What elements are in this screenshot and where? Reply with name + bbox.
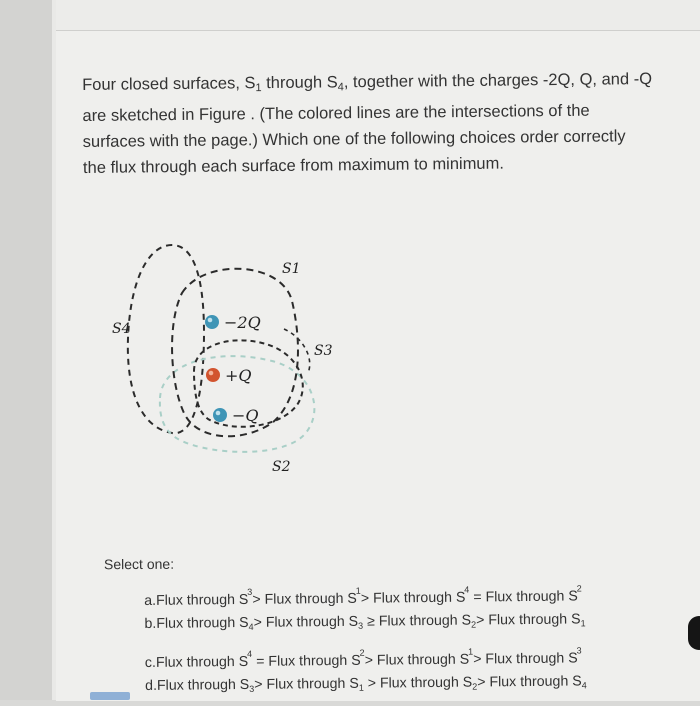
surface-index: 4 — [247, 648, 253, 659]
charge-negq-sphere — [213, 408, 227, 422]
choice-text: > Flux through S — [477, 673, 582, 691]
surface-index: 1 — [580, 618, 586, 629]
surface-index: 3 — [249, 683, 255, 694]
question-line-2: are sketched in Figure . (The colored lines are the intersections of the — [82, 101, 590, 125]
question-line-4: the flux through each surface from maximum to minimum. — [82, 154, 504, 177]
choice-text: a.Flux through S — [144, 591, 249, 609]
choice-text: > Flux through S — [254, 675, 359, 693]
question-line-1: Four closed surfaces, $S_1$ through $S_4$, together with the charges -2Q, Q, and -Q — [82, 70, 653, 95]
surface-index: 2 — [576, 583, 582, 594]
label-s1: S1 — [282, 261, 301, 277]
choice-text: c.Flux through S — [144, 653, 249, 671]
choice-text: b.Flux through S — [144, 614, 249, 632]
surface-index: 2 — [471, 619, 477, 630]
question-line-3: surfaces with the page.) Which one of the following choices order correctly — [82, 127, 626, 151]
answer-choices — [144, 572, 685, 702]
choice-text: = Flux through S — [252, 652, 361, 670]
surface-index: 1 — [355, 585, 361, 596]
charge-posq-sphere — [206, 368, 220, 382]
surface-index: 4 — [248, 621, 254, 632]
question-text — [82, 66, 683, 181]
choice-text: ≥ Flux through S — [363, 612, 472, 630]
choice-text: > Flux through S — [473, 650, 578, 668]
surface-index: 3 — [576, 645, 582, 656]
figure-svg — [112, 233, 342, 478]
surfaces-figure — [112, 233, 342, 478]
surface-index: 2 — [472, 681, 478, 692]
choice-text: > Flux through S — [252, 590, 357, 608]
choice-text: > Flux through S — [363, 674, 473, 692]
label-posq: +Q — [225, 366, 252, 385]
surface-index: 3 — [358, 620, 364, 631]
surface-s4-outline — [128, 245, 204, 433]
choice-d[interactable] — [145, 665, 685, 702]
surface-index: 4 — [464, 584, 470, 595]
choice-text: > Flux through S — [475, 611, 581, 629]
select-one-label: Select one: — [103, 555, 175, 573]
choice-text: d.Flux through S — [145, 676, 250, 694]
choice-text: > Flux through S — [360, 589, 466, 607]
choice-text: > Flux through S — [253, 613, 359, 631]
label-s3: S3 — [314, 343, 333, 359]
label-negq: −Q — [232, 406, 259, 425]
surface-index: 4 — [581, 680, 587, 691]
surface-index: 1 — [468, 646, 474, 657]
surface-index: 2 — [359, 647, 365, 658]
surface-index: 3 — [247, 586, 253, 597]
label-s4: S4 — [112, 321, 131, 337]
left-sidebar-strip — [0, 0, 52, 700]
label-neg2q: −2Q — [224, 313, 261, 332]
choice-text: = Flux through S — [469, 588, 578, 606]
surface-index: 1 — [358, 682, 364, 693]
label-s2: S2 — [272, 459, 291, 475]
choice-text: > Flux through S — [364, 651, 470, 669]
charge-neg2q-sphere — [205, 315, 219, 329]
scroll-handle[interactable] — [688, 616, 700, 650]
bottom-toolbar-hint — [90, 692, 130, 700]
